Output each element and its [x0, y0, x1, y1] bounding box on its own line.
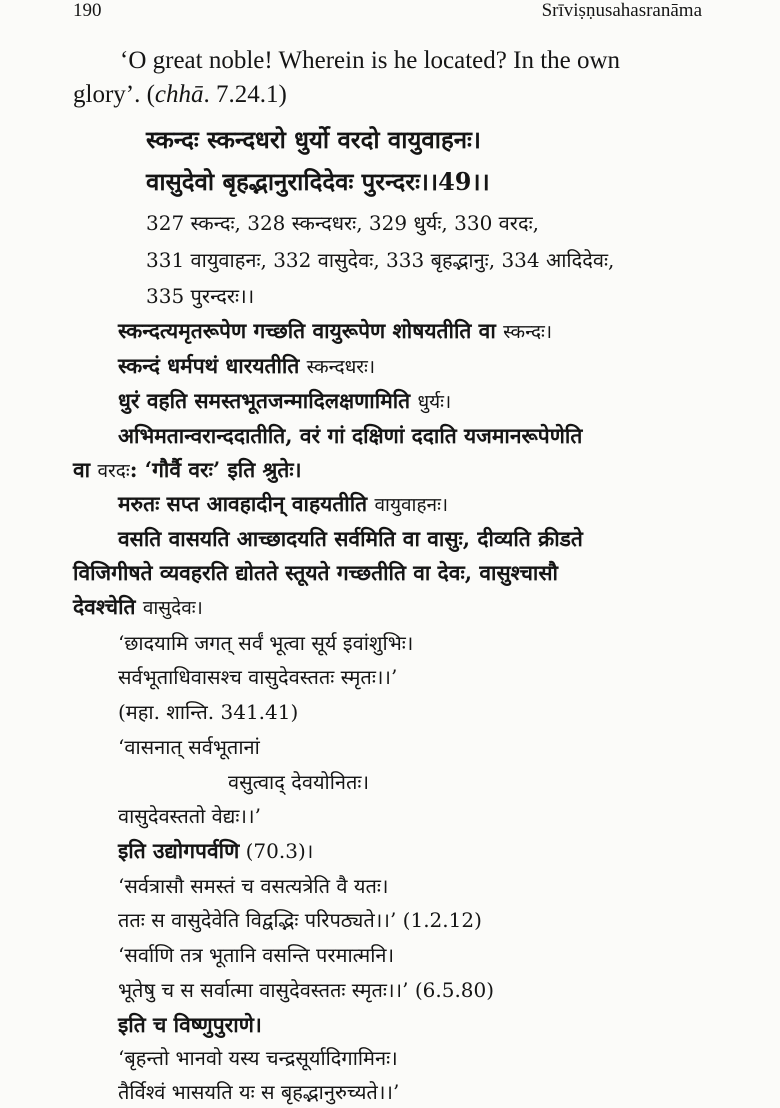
commentary-vasudeva-1: वसति वासयति आच्छादयति सर्वमिति वा वासुः, दीव्यति क्रीडते [118, 526, 583, 551]
commentary-vasudeva-3: देवश्चेति वासुदेवः। [73, 594, 203, 619]
commentary-skandadhara: स्कन्दं धर्मपथं धारयतीति स्कन्दधरः। [118, 353, 376, 378]
page-number: 190 [73, 0, 102, 21]
commentary-vayuvahana: मरुतः सप्त आवहादीन् वाहयतीति वायुवाहनः। [118, 491, 449, 516]
quote-source-2: इति उद्योगपर्वणि (70.3)। [118, 838, 314, 863]
names-line-3: 335 पुरन्दरः।। [146, 284, 255, 308]
commentary-vasudeva-2: विजिगीषते व्यवहरति द्योतते स्तूयते गच्छतीति वा देवः, वासुश्चासौ [73, 560, 558, 585]
quote-line-4: ‘वासनात् सर्वभूतानां [118, 735, 260, 759]
verse-line-2: वासुदेवो बृहद्भानुरादिदेवः पुरन्दरः।।49।। [146, 167, 490, 196]
quote-line-6: वासुदेवस्ततो वेद्यः।।’ [118, 804, 261, 828]
quote-line-9: ततः स वासुदेवेति विद्वद्भिः परिपठ्यते।।’ (1.2.12) [118, 908, 482, 932]
quote-source-1: (महा. शान्ति. 341.41) [118, 700, 299, 724]
english-line-1: ‘O great noble! Wherein is he located? In the own [120, 47, 621, 74]
quote-line-13: ‘बृहन्तो भानवो यस्य चन्द्रसूर्यादिगामिनः। [118, 1046, 398, 1070]
quote-line-1: ‘छादयामि जगत् सर्वं भूत्वा सूर्य इवांशुभिः। [118, 631, 414, 655]
page-header [0, 0, 780, 24]
names-line-2: 331 वायुवाहनः, 332 वासुदेवः, 333 बृहद्भानुः, 334 आदिदेवः, [146, 248, 615, 272]
quote-line-8: ‘सर्वत्रासौ समस्तं च वसत्यत्रेति वै यतः। [118, 874, 389, 898]
commentary-varada-2: वा वरदः: ‘गौर्वै वरः’ इति श्रुतेः। [73, 457, 302, 482]
commentary-dhurya: धुरं वहति समस्तभूतजन्मादिलक्षणामिति धुर्यः। [118, 388, 452, 413]
quote-line-10: ‘सर्वाणि तत्र भूतानि वसन्ति परमात्मनि। [118, 943, 395, 967]
quote-line-2: सर्वभूताधिवासश्च वासुदेवस्ततः स्मृतः।।’ [118, 665, 398, 689]
names-line-1: 327 स्कन्दः, 328 स्कन्दधरः, 329 धुर्यः, 330 वरदः, [146, 211, 539, 235]
english-line-2: glory’. (chhā. 7.24.1) [73, 81, 287, 108]
commentary-varada-1: अभिमतान्वरान्ददातीति, वरं गां दक्षिणां ददाति यजमानरूपेणेति [118, 423, 583, 448]
verse-line-1: स्कन्दः स्कन्दधरो धुर्यो वरदो वायुवाहनः। [146, 125, 481, 154]
commentary-skanda: स्कन्दत्यमृतरूपेण गच्छति वायुरूपेण शोषयतीति वा स्कन्दः। [118, 318, 553, 343]
quote-line-5: वसुत्वाद् देवयोनितः। [228, 770, 370, 794]
quote-line-14: तैर्विश्वं भासयति यः स बृहद्भानुरुच्यते।।’ [118, 1080, 400, 1104]
running-title: Srīviṣṇusahasranāma [541, 0, 702, 21]
quote-line-11: भूतेषु च स सर्वात्मा वासुदेवस्ततः स्मृतः।।’ (6.5.80) [118, 978, 495, 1002]
quote-source-3: इति च विष्णुपुराणे। [118, 1012, 262, 1037]
